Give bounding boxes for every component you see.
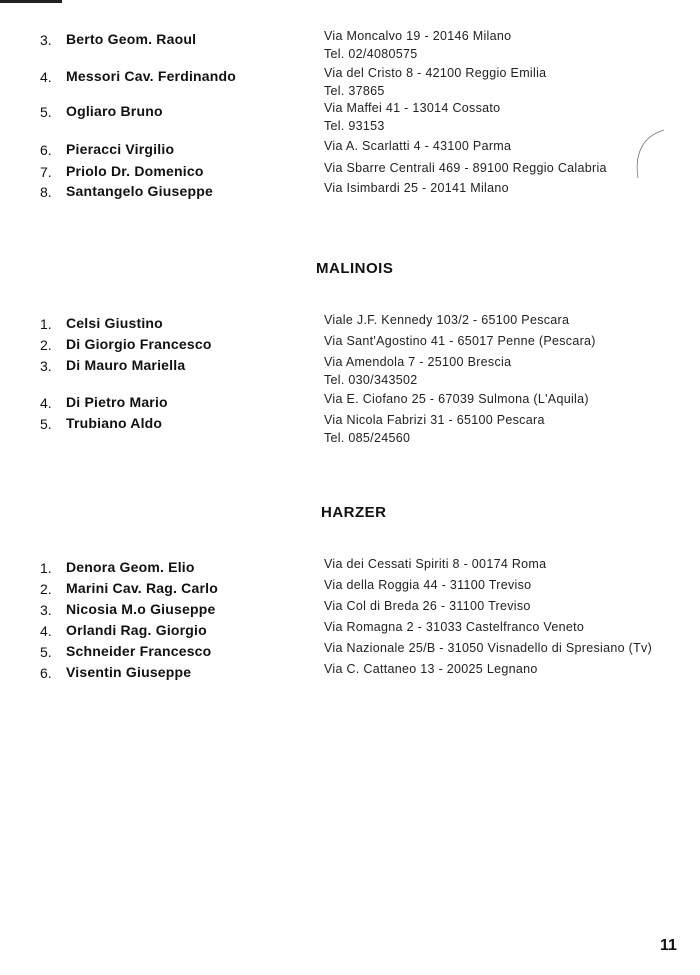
entry-address: Via Amendola 7 - 25100 Brescia [324, 355, 512, 369]
entry-name: Schneider Francesco [66, 643, 212, 659]
entry-number: 1. [40, 560, 52, 576]
entry-number: 5. [40, 644, 52, 660]
entry-name: Santangelo Giuseppe [66, 183, 213, 199]
entry-name: Nicosia M.o Giuseppe [66, 601, 216, 617]
entry-number: 2. [40, 581, 52, 597]
entry-address: Via Nazionale 25/B - 31050 Visnadello di Spresiano (Tv) [324, 641, 653, 655]
entry-address: Via Sant'Agostino 41 - 65017 Penne (Pescara) [324, 334, 596, 348]
entry-number: 4. [40, 623, 52, 639]
entry-telephone: Tel. 37865 [324, 84, 385, 98]
entry-address: Via Isimbardi 25 - 20141 Milano [324, 181, 509, 195]
entry-name: Trubiano Aldo [66, 415, 163, 431]
entry-name: Orlandi Rag. Giorgio [66, 622, 207, 638]
entry-name: Messori Cav. Ferdinando [66, 68, 237, 84]
entry-number: 4. [40, 69, 52, 85]
entry-number: 5. [40, 416, 52, 432]
entry-address: Via Maffei 41 - 13014 Cossato [324, 101, 501, 115]
entry-name: Priolo Dr. Domenico [66, 163, 204, 179]
section-heading-malinois: MALINOIS [316, 260, 394, 277]
entry-name: Denora Geom. Elio [66, 559, 195, 575]
entry-address: Via dei Cessati Spiriti 8 - 00174 Roma [324, 557, 547, 571]
entry-number: 1. [40, 316, 52, 332]
entry-number: 4. [40, 395, 52, 411]
entry-address: Via C. Cattaneo 13 - 20025 Legnano [324, 662, 538, 676]
entry-telephone: Tel. 030/343502 [324, 373, 418, 387]
entry-number: 3. [40, 602, 52, 618]
entry-name: Pieracci Virgilio [66, 141, 175, 157]
entry-telephone: Tel. 02/4080575 [324, 47, 418, 61]
entry-address: Via E. Ciofano 25 - 67039 Sulmona (L'Aquila) [324, 392, 589, 406]
entry-address: Viale J.F. Kennedy 103/2 - 65100 Pescara [324, 313, 570, 327]
entry-number: 3. [40, 32, 52, 48]
page-number: 11 [660, 937, 677, 954]
entry-address: Via Moncalvo 19 - 20146 Milano [324, 29, 512, 43]
entry-name: Ogliaro Bruno [66, 103, 163, 119]
entry-address: Via Nicola Fabrizi 31 - 65100 Pescara [324, 413, 545, 427]
entry-telephone: Tel. 93153 [324, 119, 385, 133]
entry-name: Marini Cav. Rag. Carlo [66, 580, 218, 596]
entry-number: 5. [40, 104, 52, 120]
entry-number: 8. [40, 184, 52, 200]
entry-telephone: Tel. 085/24560 [324, 431, 411, 445]
section-heading-harzer: HARZER [321, 504, 387, 521]
entry-address: Via della Roggia 44 - 31100 Treviso [324, 578, 532, 592]
entry-number: 6. [40, 142, 52, 158]
entry-name: Berto Geom. Raoul [66, 31, 197, 47]
entry-address: Via Romagna 2 - 31033 Castelfranco Veneto [324, 620, 585, 634]
entry-number: 2. [40, 337, 52, 353]
entry-number: 7. [40, 164, 52, 180]
entry-name: Celsi Giustino [66, 315, 163, 331]
entry-name: Di Pietro Mario [66, 394, 168, 410]
entry-address: Via del Cristo 8 - 42100 Reggio Emilia [324, 66, 547, 80]
entry-name: Visentin Giuseppe [66, 664, 192, 680]
entry-name: Di Mauro Mariella [66, 357, 186, 373]
entry-address: Via A. Scarlatti 4 - 43100 Parma [324, 139, 512, 153]
entry-name: Di Giorgio Francesco [66, 336, 212, 352]
entry-number: 3. [40, 358, 52, 374]
entry-number: 6. [40, 665, 52, 681]
entry-address: Via Sbarre Centrali 469 - 89100 Reggio Calabria [324, 161, 607, 175]
entry-address: Via Col di Breda 26 - 31100 Treviso [324, 599, 531, 613]
